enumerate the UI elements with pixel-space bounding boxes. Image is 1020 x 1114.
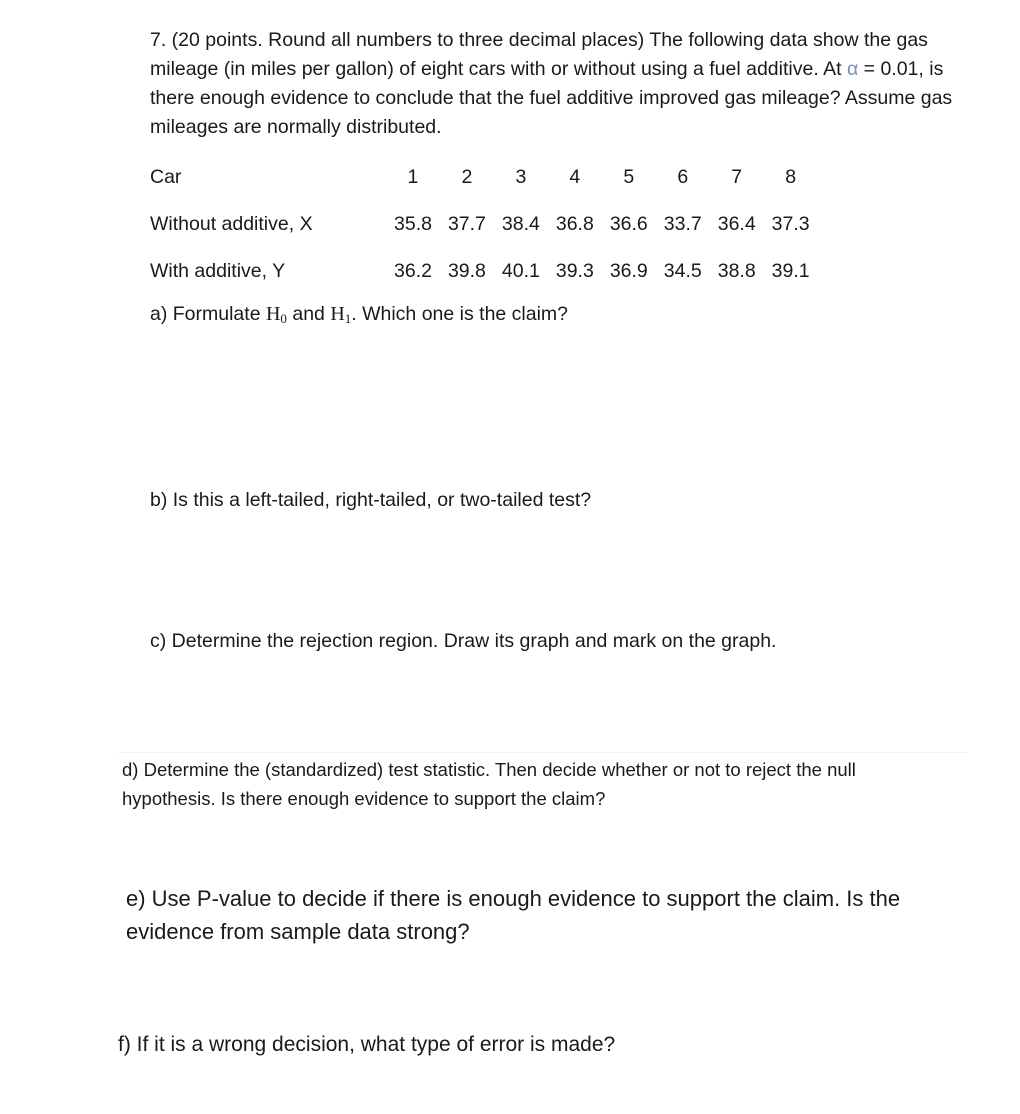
table-cell: 38.8 bbox=[717, 260, 756, 282]
problem-statement bbox=[150, 26, 980, 142]
h0-subscript: 0 bbox=[280, 311, 287, 326]
car-number: 7 bbox=[731, 166, 743, 188]
h1-letter: H bbox=[330, 303, 345, 325]
question-a-prefix: a) Formulate bbox=[150, 303, 261, 325]
h1-symbol bbox=[330, 303, 351, 325]
question-e: e) Use P-value to decide if there is enough evidence to support the claim. Is the evidence from sample data strong? bbox=[126, 886, 901, 944]
car-number: 4 bbox=[569, 166, 581, 188]
table-cell: 33.7 bbox=[663, 213, 702, 235]
question-c: c) Determine the rejection region. Draw its graph and mark on the graph. bbox=[150, 630, 777, 652]
car-number: 6 bbox=[677, 166, 689, 188]
table-cell: 36.2 bbox=[394, 260, 432, 282]
table-cell: 36.6 bbox=[609, 213, 648, 235]
table-cell: 37.3 bbox=[771, 213, 810, 235]
car-number: 2 bbox=[461, 166, 473, 188]
table-cell: 40.1 bbox=[501, 260, 540, 282]
table-cell: 38.4 bbox=[501, 213, 540, 235]
table-cell: 35.8 bbox=[394, 213, 432, 235]
h0-symbol bbox=[266, 303, 287, 325]
section-divider bbox=[118, 752, 968, 753]
row-label-without-additive: Without additive, X bbox=[150, 213, 313, 235]
table-row bbox=[142, 201, 818, 248]
question-d: d) Determine the (standardized) test statistic. Then decide whether or not to reject the null hypothesis. Is there enough evidence to support the claim? bbox=[122, 759, 856, 809]
problem-intro-continued: = 0.01, is there enough evidence to conclude that the fuel additive improved gas mileage? Assume gas mileages are normally distributed. bbox=[150, 58, 953, 138]
table-cell: 39.8 bbox=[447, 260, 486, 282]
table-header-label: Car bbox=[150, 166, 182, 188]
car-number: 1 bbox=[407, 166, 419, 188]
car-number: 5 bbox=[623, 166, 635, 188]
car-number: 8 bbox=[785, 166, 797, 188]
h0-letter: H bbox=[265, 303, 281, 325]
question-b: b) Is this a left-tailed, right-tailed, or two-tailed test? bbox=[150, 489, 592, 511]
question-a-and: and bbox=[292, 303, 325, 325]
table-header-row bbox=[142, 154, 818, 201]
table-cell: 36.8 bbox=[555, 213, 594, 235]
row-label-with-additive: With additive, Y bbox=[150, 260, 286, 282]
question-a bbox=[150, 300, 568, 333]
h1-subscript: 1 bbox=[344, 311, 352, 326]
table-cell: 39.3 bbox=[555, 260, 594, 282]
question-f: f) If it is a wrong decision, what type of error is made? bbox=[118, 1033, 616, 1056]
table-cell: 39.1 bbox=[771, 260, 810, 282]
table-cell: 36.4 bbox=[717, 213, 756, 235]
alpha-symbol: α bbox=[846, 58, 859, 80]
table-cell: 36.9 bbox=[609, 260, 648, 282]
problem-intro: 7. (20 points. Round all numbers to three decimal places) The following data show the gas mileage (in miles per gallon) of eight cars with or without using a fuel additive. At bbox=[150, 29, 928, 80]
car-number: 3 bbox=[515, 166, 527, 188]
mileage-table bbox=[142, 154, 818, 295]
table-row bbox=[142, 248, 818, 295]
question-a-suffix: . Which one is the claim? bbox=[351, 303, 569, 325]
table-cell: 37.7 bbox=[447, 213, 486, 235]
table-cell: 34.5 bbox=[663, 260, 702, 282]
